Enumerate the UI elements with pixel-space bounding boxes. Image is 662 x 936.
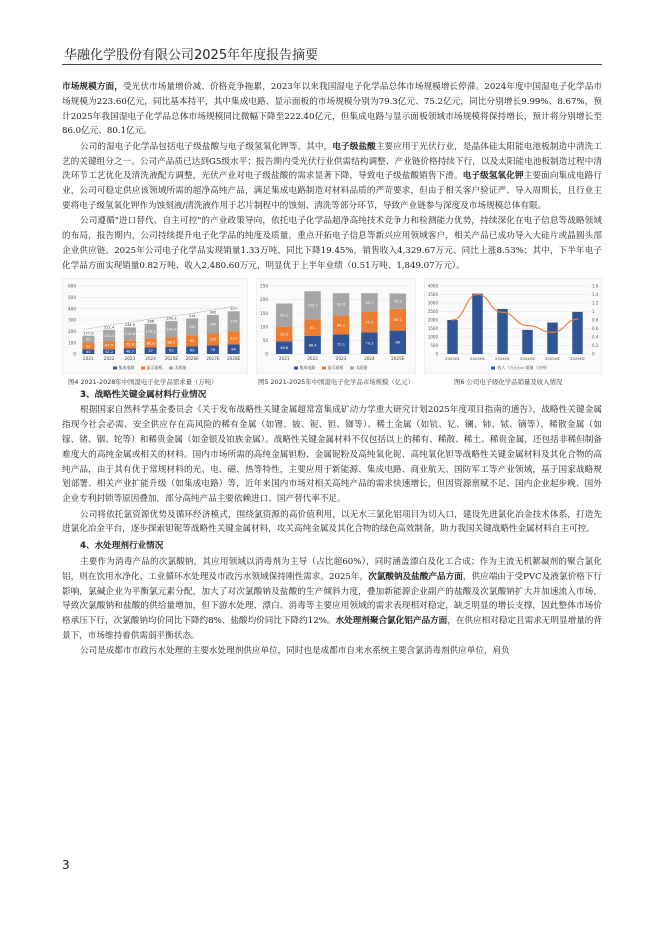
y2-tick-label: 1.2 [592,300,599,306]
figure-4 [62,278,248,374]
figure-5 [256,278,416,374]
paragraph-text: 主要面向集成电路行业，公司可稳定供应该领域所需的超净高纯产品，满足集成电路制造对材料品质的严苛要求，但由于相关客户验证严、导入周期长，且行业主要将电子级氢氧化钾作为蚀刻液/清洗液作用于芯片制程中的蚀刻、清洗等部分环节，导致产业链参与深度及市场规模总体有限。 [62,171,602,211]
data-label: 67.9 [105,343,114,348]
data-label: 103.2 [307,303,318,308]
paragraph-water-treatment [62,555,602,644]
figure-row [62,278,602,386]
y-tick-label: 0 [435,351,438,357]
line-point [552,331,554,333]
data-label: 46.6 [280,345,289,350]
y2-tick-label: 1.6 [592,283,599,289]
data-label: 56.3 [393,299,402,304]
paragraph-strategic-metals: 根据国家自然科学基金委员会《关于发布战略性关键金属超常富集成矿动力学重大研究计划2025年度项目指南的通告》，战略性关键金属指现今社会必需、安全供应存在高风险的稀有金属（如锂、铍、铌、钽、铷等）、稀土金属（如钪、钇、镧、铈、铽、镝等）、稀散金属（如镓、锗、铟、铊等）和稀贵金属（如金银及铂族金属）。战略性关键金属材料不仅包括以上的稀有、稀散、稀土、稀贵金属，还包括非稀但制备难度大的高纯金属或相关的材料。国内市场所需的高纯金属钽粉、金属铌粉及高纯氧化铌、高纯氧化钽等战略性关键金属材料及其化合物的高纯产品，由于其有优于常规材料的光、电、磁、热等特性，主要应用于新能源、集成电路、商业航天、国防军工等产业领域，基于国家战略规划部署、相关产业扩能升级（如集成电路）等，近年来国内市场对相关高纯产品的需求快速增长，但因资源禀赋不足、国内企业起步晚、国外企业专利封锁等原因叠加，部分高纯产品主要依赖进口、国产替代率不足。 [62,405,602,505]
data-label: 80.8 [146,340,155,345]
data-label: 79.3 [365,341,374,346]
bar [572,311,583,353]
page-number: 3 [62,858,70,872]
data-label: 53.9 [280,331,289,336]
legend-label: 太阳能 [355,364,368,370]
data-label: 95 [189,338,195,343]
total-label: 266 [147,318,155,323]
data-label: 102.3 [103,333,115,338]
data-label: 115 [230,335,238,340]
y-tick-label: 1000 [427,334,438,340]
y-tick-label: 600 [68,283,76,289]
paragraph-chlorine-resources: 公司将依托氯资源优势及循环经济模式，围绕氯资源的高价值利用，以无水三氯化铝项目为切入口，建设先进氯化冶金技术体系，打造先进氯化冶金平台，逐步探索钽铌等战略性关键金属材料，攻关高纯金属及其化合物的绿色高效制备，助力我国关键战略性金属材料自主可控。 [62,509,602,535]
data-label: 85.2 [280,312,289,317]
y-tick-label: 4000 [427,283,438,289]
data-label: 178 [230,319,238,324]
header-divider [62,64,602,65]
x-tick-label: 2022 [103,355,115,361]
bold-phrase: 市场规模方面， [62,82,123,92]
data-label: 113.8 [124,331,136,336]
y2-tick-label: 1.4 [592,291,599,297]
bar [447,320,458,354]
section-4-heading: 4、水处理剂行业情况 [80,541,164,552]
paragraph-text: 主要应用于光伏行业，是晶体硅太阳能电池板制造中清洗工艺的关键组分之一。公司产品质已达到G5级水平；报告期内受光伏行业供需结构调整、产业链价格持续下行，以及太阳能电池板制造过程中清洗环节工艺优化及清洗液配方调整，光伏产业对电子级盐酸的需求显著下降，导致电子级盐酸销售下滑。 [62,141,602,182]
line-point [527,324,529,326]
bar [522,329,533,353]
data-label: 61 [86,343,91,348]
data-label: 84 [231,347,236,352]
paragraph-chengdu-supplier: 公司是成都市市政污水处理的主要水处理剂供应单位，同时也是成都市自来水系统主要含氯消毒剂供应单位，肩负 [80,646,510,657]
paragraph-text: ，供应端由于受PVC及液氯价格下行影响，氯碱企业为平衡氯元素分配，加大了对次氯酸钠及盐酸的生产倾斜力度，叠加新能源企业副产的盐酸及次氯酸钠扩大并加速流入市场，导致次氯酸钠和盐酸的供给量增加，但下游水处理、漂白、消毒等主要应用领域的需求表现相对稳定，缺乏明显的增长支撑，因此整体市场价格承压下行，次氯酸钠均价同比下降约8%、盐酸均价同比下降约12%。 [62,571,602,627]
x-tick-label: 2028E [226,355,241,361]
y-tick-label: 200 [68,328,76,334]
y-tick-label: 100 [260,323,268,329]
y-tick-label: 500 [68,294,76,300]
data-label: 82.3 [336,302,346,307]
report-header: 华融化学股份有限公司2025年年度报告摘要 [64,48,319,63]
legend-label: 显示面板 [327,364,344,370]
paragraph-import-substitution: 公司遵循"进口替代、自主可控"的产业政策导向，依托电子化学品超净高纯技术竞争力和检测能力优势，持续深化在电子信息等战略领域的布局，报告期内，公司持续提升电子化学品的纯度及质量，重点开拓电子信息等新兴应用领域客户，相关产品已成功导入大硅片或晶圆头部企业供应链。2025年公司电子化学品实现销量1.33万吨、同比下降19.45%，销售收入4,329.67万元、同比上涨8.53%；其中，下半年电子化学品方面实现销量0.82万吨、收入2,480.60万元，明显优于上半年业绩（0.51万吨、1,849.07万元）。 [62,216,602,271]
y-tick-label: 50 [262,337,268,343]
y-tick-label: 3500 [427,291,438,297]
legend-swatch [350,366,354,369]
report-body [62,80,602,660]
data-label: 63 [169,348,174,353]
paragraph-text: 主要作为消毒产品的次氯酸钠，其应用领域以消毒剂为主导（占比超60%），同时涵盖漂白及化工合成；作为主流无机絮凝剂的聚合氯化铝，则在饮用水净化、工业循环水处理及市政污水领域保持刚性需求。2025年， [62,556,602,582]
legend-swatch [294,366,298,369]
line-point [477,293,479,295]
x-tick-label: 2021 [83,355,94,361]
total-label: 234.9 [124,322,136,327]
data-label: 69.2 [336,322,346,327]
total-label: 314 [188,313,196,318]
x-tick-label: 2021 [278,355,290,361]
legend-label: 显示面板 [146,364,163,370]
data-label: 42.2 [105,349,114,354]
section-3-heading: 3、战略性关键金属材料行业情况 [80,389,207,400]
data-label: 48.5 [125,349,134,354]
data-label: 61 [310,325,315,330]
bar [547,322,558,353]
legend-label: 收入（万元） [497,364,522,370]
y-tick-label: 0 [265,351,268,357]
bold-phrase: 电子级盐酸 [332,141,376,152]
total-label: 345 [209,309,217,314]
data-label: 86.5 [167,339,176,344]
bar [472,293,483,353]
data-label: 72.6 [125,342,134,347]
paragraph-text: 受光伏市场量增价减、价格竞争拖累，2023年以来我国湿电子化学品总体市场规模增长停滞。2024年度中国湿电子化学品市场规模为223.60亿元，同比基本持平，其中集成电路、显示面板的市场规模分别为79.3亿元、75.2亿元，同比分别增长9.99%、8.67%，预计2025年我国湿电子化学品总体市场规模同比微幅下降至222.40亿元，但集成电路与显示面板领域市场规模将保持增长，预计将分别增长至86.0亿元、80.1亿元。 [62,82,602,137]
legend-swatch [141,366,145,369]
paragraph-wet-chemicals [62,140,602,214]
y-tick-label: 300 [68,317,76,323]
legend-label: 集成电路 [118,364,135,370]
y-tick-label: 1500 [427,325,438,331]
x-tick-label: 2022 [307,355,318,361]
x-tick-label: 2025H2 [570,355,585,361]
total-label: 290.3 [166,316,177,321]
x-tick-label: 2023 [124,355,136,361]
x-tick-label: 2026E [185,355,199,361]
data-label: 140.8 [166,326,177,331]
data-label: 80.1 [393,317,402,322]
x-tick-label: 2024 [364,355,375,361]
data-label: 86 [395,340,401,345]
y-tick-label: 2000 [427,317,438,323]
legend-label: 销量（万吨） [525,364,550,370]
y-tick-label: 250 [260,283,268,289]
bold-phrase: 次氯酸钠及盐酸产品方面 [368,571,463,582]
y-tick-label: 400 [68,305,76,311]
paragraph-text: 公司的湿电子化学品包括电子级盐酸与电子级氢氧化钾等。其中， [80,141,333,152]
x-tick-label: 2024H1 [495,355,510,361]
y-tick-label: 2500 [427,308,438,314]
legend-label: 集成电路 [299,364,316,370]
chart-market-size [256,278,416,374]
total-label: 212.4 [103,324,115,329]
y-tick-label: 100 [68,339,76,345]
y2-tick-label: 0.8 [592,317,599,323]
bold-phrase: 水处理剂聚合氯化铝产品方面 [335,616,448,627]
data-label: 150 [188,324,196,329]
y-tick-label: 200 [260,296,268,302]
x-tick-label: 2023 [335,355,347,361]
line-point [502,311,504,313]
y2-tick-label: 0 [592,351,595,357]
line-point [577,318,579,320]
bold-phrase: 电子级氢氧化钾 [462,171,524,182]
data-label: 76 [210,347,216,352]
paragraph-market-size [62,80,602,139]
y-tick-label: 500 [430,342,438,348]
paragraph-text: ，在供应相对稳定且需求无明显增量的背景下，市场维持着供需弱平衡状态。 [62,616,602,641]
figure-6 [424,278,602,374]
y-tick-label: 3000 [427,300,438,306]
data-label: 164 [209,322,217,327]
legend-swatch [322,366,326,369]
x-tick-label: 2024H2 [520,355,535,361]
y2-tick-label: 1 [592,308,595,314]
y-tick-label: 0 [73,351,76,357]
legend-label: 太阳能 [174,364,187,370]
data-label: 40 [86,349,91,354]
data-label: 69.1 [365,300,374,305]
x-tick-label: 2027E [206,355,220,361]
data-label: 69 [189,347,195,352]
data-label: 105 [209,337,217,342]
legend-swatch [491,366,495,369]
y2-tick-label: 0.6 [592,325,599,331]
total-label: 377 [230,306,238,311]
total-label: 177.6 [83,330,94,335]
chart-demand-volume [62,278,248,374]
y2-tick-label: 0.2 [592,342,599,348]
line-point [452,319,454,321]
data-label: 72.1 [336,342,346,347]
figure-6-caption: 图6 公司电子级化学品销量及收入情况 [454,377,563,386]
bar [497,308,508,353]
x-tick-label: 2025H1 [545,355,560,361]
x-tick-label: 2024 [145,355,156,361]
chart-company-sales [424,278,602,374]
figure-5-caption: 图5 2021-2025年中国湿电子化学品市场规模（亿元） [258,377,414,386]
x-tick-label: 2025E [164,355,179,361]
x-tick-label: 2023H1 [445,355,460,361]
data-label: 60 [86,337,91,342]
x-tick-label: 2023H2 [470,355,485,361]
legend-swatch [113,366,117,369]
figure-4-caption: 图4 2021-2028年中国湿电子化学品需求量（万吨） [68,377,218,386]
data-label: 75.2 [365,320,374,325]
data-label: 128.2 [145,328,156,333]
data-label: 66.4 [308,342,317,347]
y-tick-label: 150 [260,310,268,316]
y2-tick-label: 0.4 [592,334,599,340]
legend-swatch [169,366,173,369]
data-label: 57 [148,348,153,353]
x-tick-label: 2025E [391,355,405,361]
